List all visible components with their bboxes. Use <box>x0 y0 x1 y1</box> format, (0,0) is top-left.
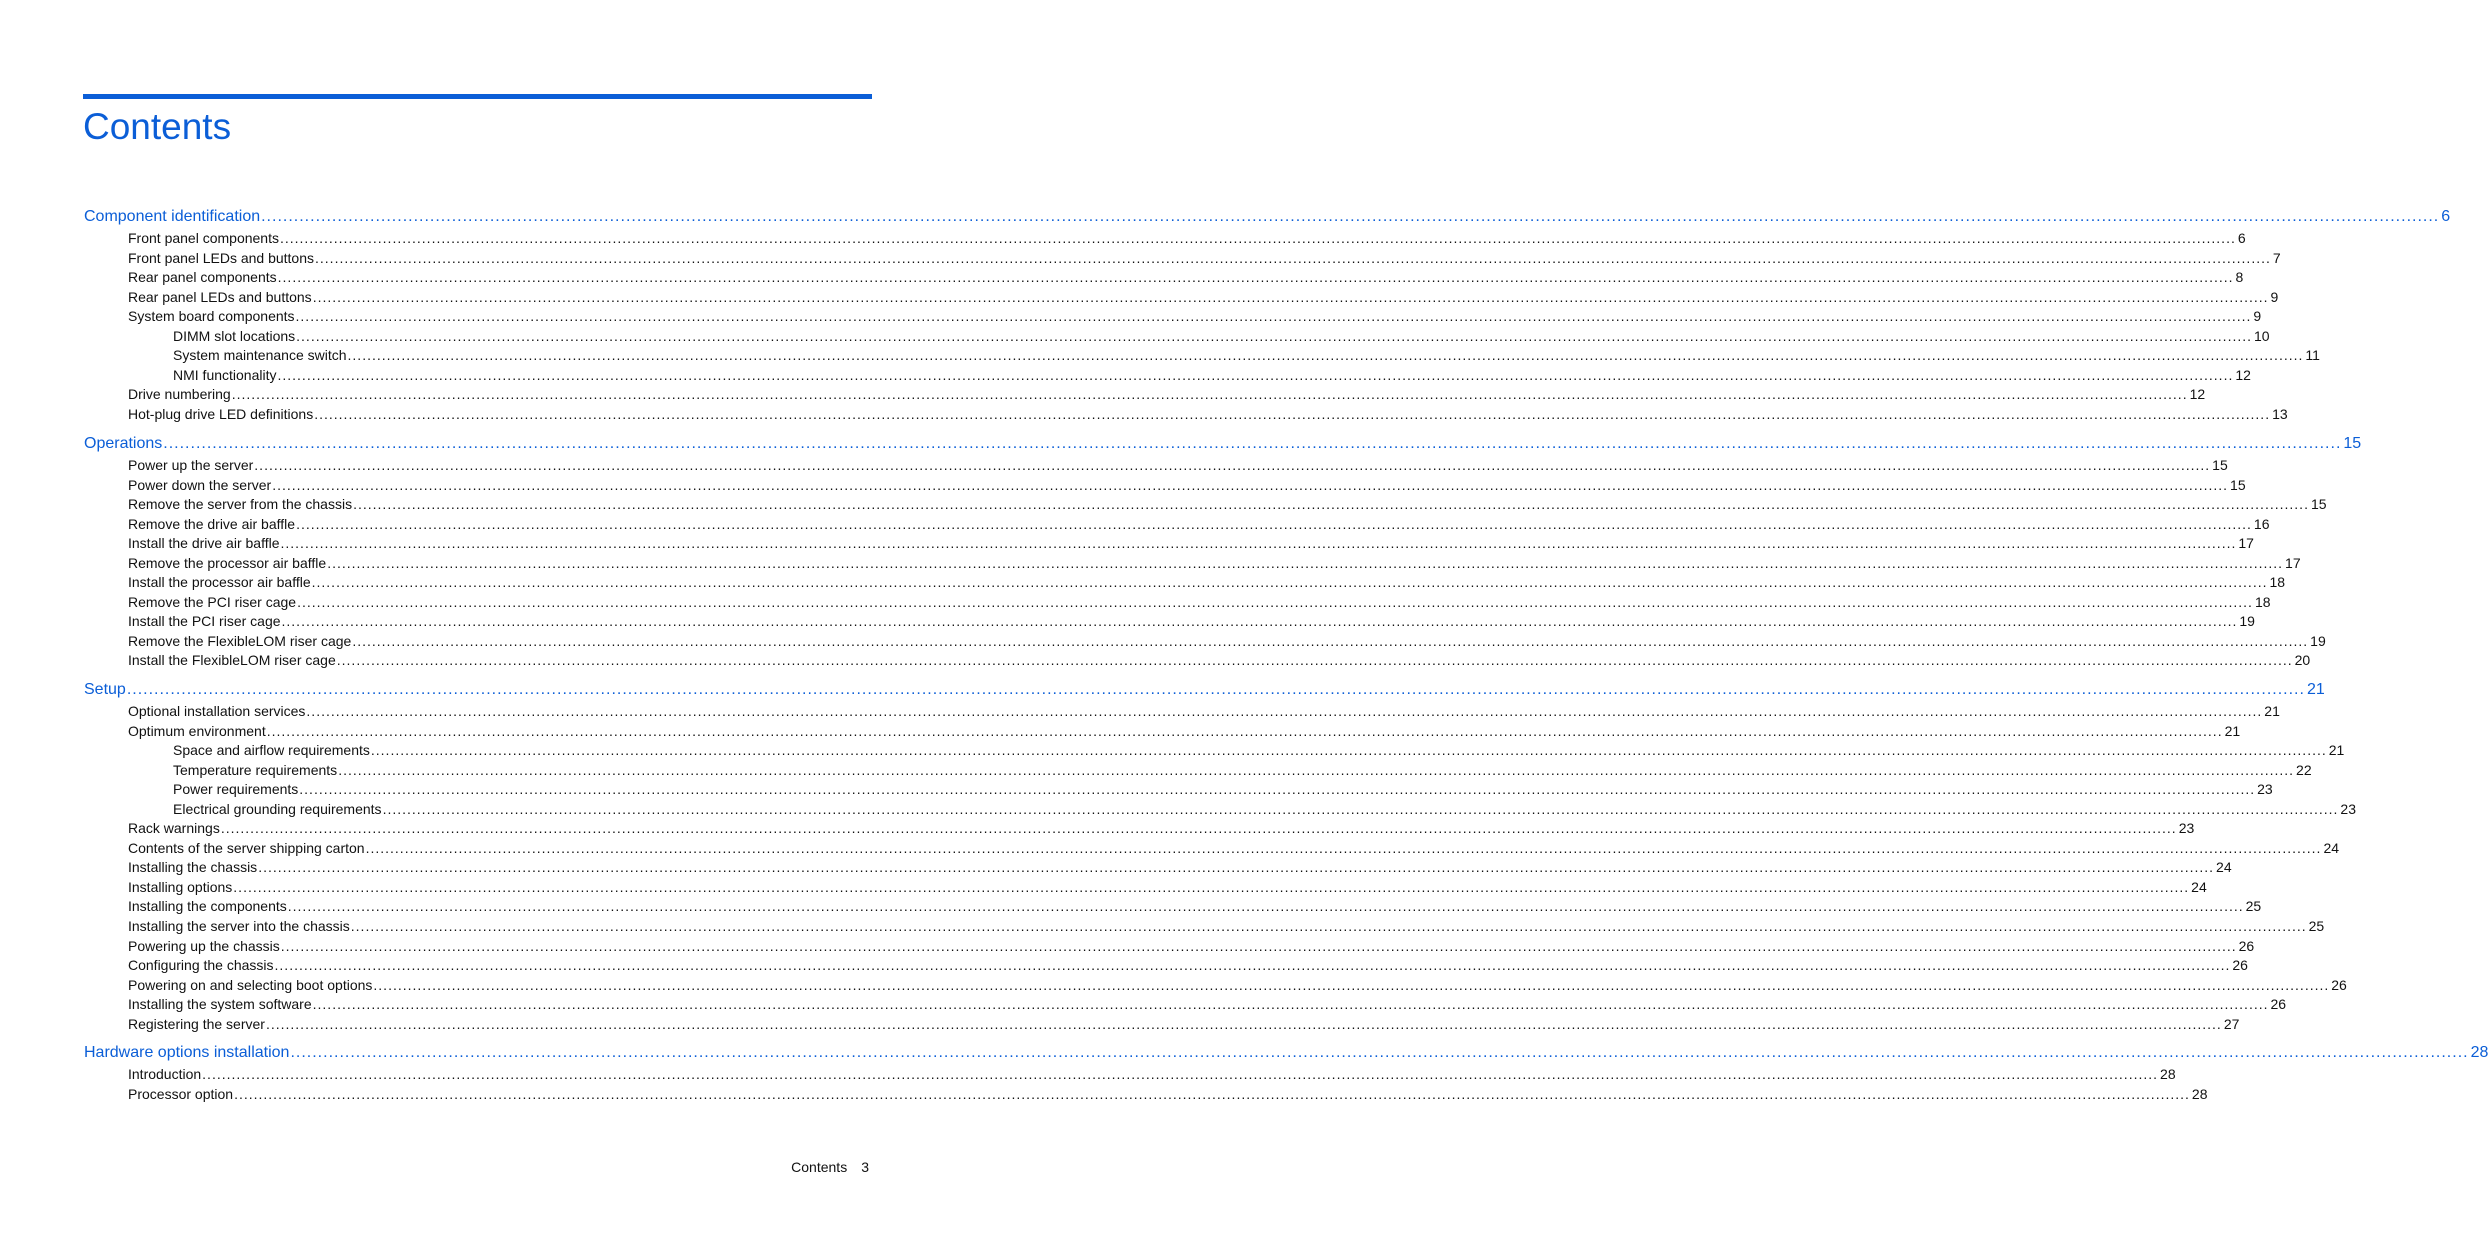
toc-entry-page: 24 <box>2191 879 2207 895</box>
toc-entry[interactable] <box>128 456 2228 475</box>
toc-entry-page: 21 <box>2264 703 2280 719</box>
toc-entry-page: 9 <box>2253 308 2262 324</box>
toc-leader-dots: ................................................................................................................................................................................................................................................................................................................................................................................................................ <box>202 1066 2159 1082</box>
toc-entry-page: 15 <box>2310 496 2327 512</box>
toc-leader-dots: ................................................................................................................................................................................................................................................................................................................................................................................................................ <box>234 1086 2190 1102</box>
toc-entry-page: 21 <box>2306 681 2325 698</box>
toc-entry-page: 10 <box>2254 328 2270 344</box>
toc-entry[interactable] <box>128 976 2347 995</box>
toc-entry-page: 12 <box>2189 386 2206 402</box>
toc-leader-dots: ................................................................................................................................................................................................................................................................................................................................................................................................................ <box>287 898 2244 914</box>
toc-entry-page: 13 <box>2272 406 2288 422</box>
toc-entry-title: Setup <box>84 681 126 698</box>
toc-section-heading[interactable] <box>84 680 2325 700</box>
toc-entry-page: 9 <box>2270 289 2279 305</box>
toc-leader-dots: ................................................................................................................................................................................................................................................................................................................................................................................................................ <box>297 594 2253 610</box>
toc-entry-title: Introduction <box>128 1066 202 1082</box>
toc-entry-page: 25 <box>2245 898 2262 914</box>
title-rule <box>83 94 872 99</box>
toc-subentry[interactable] <box>173 780 2273 799</box>
toc-entry-page: 21 <box>2328 742 2345 758</box>
toc-entry-title: Power down the server <box>128 477 272 493</box>
footer-label: Contents <box>791 1159 848 1175</box>
toc-entry-page: 26 <box>2238 938 2255 954</box>
toc-entry-title: Power up the server <box>128 457 254 473</box>
toc-entry-page: 19 <box>2239 613 2255 629</box>
toc-leader-dots: ................................................................................................................................................................................................................................................................................................................................................................................................................ <box>280 535 2237 551</box>
toc-leader-dots: ................................................................................................................................................................................................................................................................................................................................................................................................................ <box>279 230 2236 246</box>
toc-entry-title: Installing the chassis <box>128 859 258 875</box>
toc-subentry[interactable] <box>173 366 2251 385</box>
toc-entry[interactable] <box>128 385 2206 404</box>
toc-entry[interactable] <box>128 632 2326 651</box>
toc-entry-title: Temperature requirements <box>173 762 338 778</box>
toc-leader-dots: ................................................................................................................................................................................................................................................................................................................................................................................................................ <box>315 250 2271 266</box>
toc-leader-dots: ................................................................................................................................................................................................................................................................................................................................................................................................................ <box>327 555 2284 571</box>
toc-entry-title: Front panel LEDs and buttons <box>128 250 315 266</box>
toc-leader-dots: ................................................................................................................................................................................................................................................................................................................................................................................................................ <box>265 1016 2222 1032</box>
toc-entry[interactable] <box>128 839 2340 858</box>
page-footer <box>791 1159 869 1175</box>
toc-leader-dots: ................................................................................................................................................................................................................................................................................................................................................................................................................ <box>266 723 2223 739</box>
toc-entry[interactable] <box>128 917 2325 936</box>
toc-entry-page: 21 <box>2224 723 2241 739</box>
toc-entry-title: Configuring the chassis <box>128 957 274 973</box>
toc-leader-dots: ................................................................................................................................................................................................................................................................................................................................................................................................................ <box>296 516 2252 532</box>
toc-entry-page: 25 <box>2308 918 2325 934</box>
toc-entry[interactable] <box>128 956 2248 975</box>
toc-leader-dots: ................................................................................................................................................................................................................................................................................................................................................................................................................ <box>312 289 2269 305</box>
toc-entry-page: 6 <box>2237 230 2246 246</box>
toc-leader-dots: ................................................................................................................................................................................................................................................................................................................................................................................................................ <box>352 633 2309 649</box>
toc-leader-dots: ................................................................................................................................................................................................................................................................................................................................................................................................................ <box>382 801 2339 817</box>
toc-leader-dots: ................................................................................................................................................................................................................................................................................................................................................................................................................ <box>312 996 2269 1012</box>
toc-leader-dots: ................................................................................................................................................................................................................................................................................................................................................................................................................ <box>311 574 2268 590</box>
toc-entry-page: 28 <box>2191 1086 2208 1102</box>
toc-entry[interactable] <box>128 495 2327 514</box>
toc-entry-title: Remove the PCI riser cage <box>128 594 297 610</box>
toc-entry-title: Operations <box>84 435 163 452</box>
footer-page-number: 3 <box>861 1159 869 1175</box>
toc-entry-page: 15 <box>2343 435 2362 452</box>
toc-entry[interactable] <box>128 554 2301 573</box>
toc-entry-page: 8 <box>2235 269 2244 285</box>
toc-entry-title: Processor option <box>128 1086 234 1102</box>
toc-leader-dots: ................................................................................................................................................................................................................................................................................................................................................................................................................ <box>277 367 2234 383</box>
toc-entry-page: 11 <box>2305 347 2320 363</box>
toc-entry[interactable] <box>128 288 2279 307</box>
toc-entry[interactable] <box>128 476 2246 495</box>
toc-section-heading[interactable] <box>84 207 2451 227</box>
toc-entry[interactable] <box>128 1015 2240 1034</box>
toc-entry[interactable] <box>128 897 2262 916</box>
toc-entry-title: Contents of the server shipping carton <box>128 840 365 856</box>
toc-entry-page: 26 <box>2270 996 2287 1012</box>
toc-leader-dots: ................................................................................................................................................................................................................................................................................................................................................................................................................ <box>336 652 2293 668</box>
toc-entry[interactable] <box>128 937 2255 956</box>
toc-leader-dots: ................................................................................................................................................................................................................................................................................................................................................................................................................ <box>220 820 2177 836</box>
toc-entry-page: 15 <box>2230 477 2246 493</box>
toc-entry[interactable] <box>128 722 2241 741</box>
toc-entry-title: System board components <box>128 308 295 324</box>
toc-entry-title: Electrical grounding requirements <box>173 801 382 817</box>
toc-entry[interactable] <box>128 819 2195 838</box>
toc-entry-title: Drive numbering <box>128 386 231 402</box>
toc-leader-dots: ................................................................................................................................................................................................................................................................................................................................................................................................................ <box>258 859 2215 875</box>
toc-entry-title: Hardware options installation <box>84 1044 290 1061</box>
toc-entry-page: 16 <box>2253 516 2270 532</box>
toc-leader-dots: ................................................................................................................................................................................................................................................................................................................................................................................................................ <box>295 308 2252 324</box>
toc-entry-page: 12 <box>2235 367 2251 383</box>
toc-entry-title: Powering on and selecting boot options <box>128 977 373 993</box>
toc-section-heading[interactable] <box>84 434 2362 454</box>
toc-entry[interactable] <box>128 249 2281 268</box>
toc-leader-dots: ................................................................................................................................................................................................................................................................................................................................................................................................................ <box>233 879 2190 895</box>
toc-subentry[interactable] <box>173 761 2312 780</box>
toc-entry-page: 24 <box>2323 840 2340 856</box>
toc-leader-dots: ................................................................................................................................................................................................................................................................................................................................................................................................................ <box>290 1044 2469 1061</box>
toc-leader-dots: ................................................................................................................................................................................................................................................................................................................................................................................................................ <box>126 681 2305 698</box>
toc-entry-title: Optional installation services <box>128 703 306 719</box>
toc-leader-dots: ................................................................................................................................................................................................................................................................................................................................................................................................................ <box>296 328 2253 344</box>
toc-entry-title: Installing the system software <box>128 996 312 1012</box>
toc-entry-title: Rear panel LEDs and buttons <box>128 289 312 305</box>
toc-leader-dots: ................................................................................................................................................................................................................................................................................................................................................................................................................ <box>314 406 2271 422</box>
toc-entry-page: 28 <box>2160 1066 2176 1082</box>
toc-entry[interactable] <box>128 405 2288 424</box>
toc-leader-dots: ................................................................................................................................................................................................................................................................................................................................................................................................................ <box>347 347 2304 363</box>
toc-leader-dots: ................................................................................................................................................................................................................................................................................................................................................................................................................ <box>261 208 2440 225</box>
toc-entry-page: 27 <box>2223 1016 2240 1032</box>
toc-subentry[interactable] <box>173 346 2320 365</box>
toc-entry-title: Hot-plug drive LED definitions <box>128 406 314 422</box>
toc-entry-title: Remove the FlexibleLOM riser cage <box>128 633 352 649</box>
toc-entry-title: Install the PCI riser cage <box>128 613 281 629</box>
toc-entry[interactable] <box>128 995 2287 1014</box>
toc-entry-page: 17 <box>2238 535 2254 551</box>
toc-entry-page: 20 <box>2294 652 2311 668</box>
toc-leader-dots: ................................................................................................................................................................................................................................................................................................................................................................................................................ <box>370 742 2327 758</box>
toc-subentry[interactable] <box>173 741 2345 760</box>
toc-leader-dots: ................................................................................................................................................................................................................................................................................................................................................................................................................ <box>338 762 2295 778</box>
toc-entry-title: System maintenance switch <box>173 347 347 363</box>
toc-entry-title: Install the drive air baffle <box>128 535 280 551</box>
page-title: Contents <box>83 106 232 147</box>
toc-entry[interactable] <box>128 307 2262 326</box>
toc-section-heading[interactable] <box>84 1043 2488 1063</box>
toc-entry-title: Installing the server into the chassis <box>128 918 350 934</box>
toc-entry[interactable] <box>128 878 2207 897</box>
toc-entry-title: Install the FlexibleLOM riser cage <box>128 652 336 668</box>
toc-leader-dots: ................................................................................................................................................................................................................................................................................................................................................................................................................ <box>163 435 2342 452</box>
toc-entry-page: 23 <box>2340 801 2356 817</box>
toc-entry[interactable] <box>128 612 2255 631</box>
toc-entry-title: Installing options <box>128 879 233 895</box>
toc-entry-title: Powering up the chassis <box>128 938 280 954</box>
toc-entry[interactable] <box>128 229 2246 248</box>
toc-entry[interactable] <box>128 593 2271 612</box>
toc-leader-dots: ................................................................................................................................................................................................................................................................................................................................................................................................................ <box>353 496 2309 512</box>
toc-leader-dots: ................................................................................................................................................................................................................................................................................................................................................................................................................ <box>306 703 2263 719</box>
toc-entry-title: Registering the server <box>128 1016 265 1032</box>
toc-subentry[interactable] <box>173 800 2356 819</box>
toc-leader-dots: ................................................................................................................................................................................................................................................................................................................................................................................................................ <box>274 957 2231 973</box>
toc-entry-page: 6 <box>2441 208 2451 225</box>
toc-entry-page: 26 <box>2331 977 2347 993</box>
toc-leader-dots: ................................................................................................................................................................................................................................................................................................................................................................................................................ <box>373 977 2330 993</box>
toc-entry-title: NMI functionality <box>173 367 277 383</box>
toc-entry-page: 19 <box>2310 633 2326 649</box>
toc-entry-title: Power requirements <box>173 781 299 797</box>
toc-entry-page: 22 <box>2296 762 2312 778</box>
toc-entry-title: Remove the processor air baffle <box>128 555 327 571</box>
toc-entry-title: Space and airflow requirements <box>173 742 370 758</box>
toc-entry-page: 23 <box>2178 820 2195 836</box>
toc-entry[interactable] <box>128 858 2232 877</box>
toc-entry-page: 15 <box>2212 457 2228 473</box>
toc-leader-dots: ................................................................................................................................................................................................................................................................................................................................................................................................................ <box>281 613 2238 629</box>
toc-leader-dots: ................................................................................................................................................................................................................................................................................................................................................................................................................ <box>277 269 2234 285</box>
toc-entry-page: 17 <box>2285 555 2301 571</box>
toc-entry-page: 23 <box>2257 781 2273 797</box>
toc-leader-dots: ................................................................................................................................................................................................................................................................................................................................................................................................................ <box>299 781 2256 797</box>
toc-entry-title: Front panel components <box>128 230 279 246</box>
toc-entry[interactable] <box>128 268 2244 287</box>
toc-entry-page: 24 <box>2216 859 2232 875</box>
toc-entry[interactable] <box>128 573 2286 592</box>
toc-entry[interactable] <box>128 702 2280 721</box>
toc-entry[interactable] <box>128 1065 2176 1084</box>
toc-entry-title: Installing the components <box>128 898 287 914</box>
toc-entry-title: Remove the drive air baffle <box>128 516 296 532</box>
toc-entry[interactable] <box>128 515 2270 534</box>
toc-entry[interactable] <box>128 1085 2208 1104</box>
toc-entry-title: Component identification <box>84 208 261 225</box>
toc-entry-title: Remove the server from the chassis <box>128 496 353 512</box>
toc-entry-page: 7 <box>2272 250 2281 266</box>
toc-leader-dots: ................................................................................................................................................................................................................................................................................................................................................................................................................ <box>231 386 2188 402</box>
toc-leader-dots: ................................................................................................................................................................................................................................................................................................................................................................................................................ <box>280 938 2237 954</box>
toc-entry-page: 18 <box>2254 594 2271 610</box>
toc-leader-dots: ................................................................................................................................................................................................................................................................................................................................................................................................................ <box>365 840 2322 856</box>
toc-entry-page: 26 <box>2232 957 2248 973</box>
toc-leader-dots: ................................................................................................................................................................................................................................................................................................................................................................................................................ <box>272 477 2229 493</box>
toc-leader-dots: ................................................................................................................................................................................................................................................................................................................................................................................................................ <box>350 918 2307 934</box>
toc-entry-title: DIMM slot locations <box>173 328 296 344</box>
toc-entry[interactable] <box>128 534 2254 553</box>
toc-entry-title: Optimum environment <box>128 723 266 739</box>
toc-entry-page: 18 <box>2269 574 2286 590</box>
toc-subentry[interactable] <box>173 327 2270 346</box>
toc-leader-dots: ................................................................................................................................................................................................................................................................................................................................................................................................................ <box>254 457 2211 473</box>
toc-entry-title: Install the processor air baffle <box>128 574 311 590</box>
toc-entry-page: 28 <box>2470 1044 2488 1061</box>
toc-entry[interactable] <box>128 651 2311 670</box>
toc-entry-title: Rack warnings <box>128 820 220 836</box>
toc-entry-title: Rear panel components <box>128 269 277 285</box>
